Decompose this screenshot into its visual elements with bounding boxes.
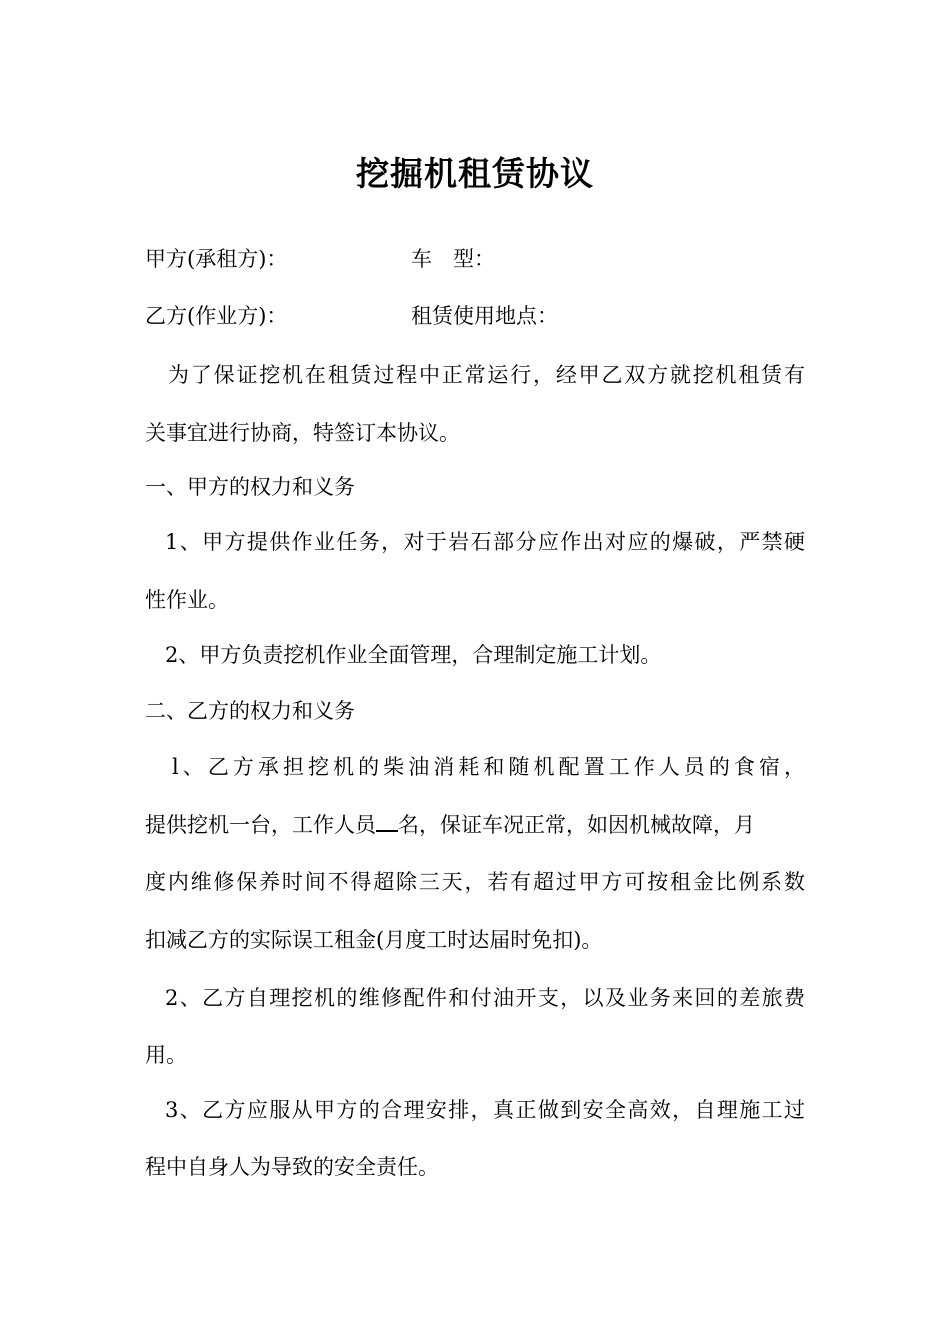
location-label: 租赁使用地点：: [411, 304, 558, 328]
intro-paragraph-line: 为了保证挖机在租赁过程中正常运行，经甲乙双方就挖机租赁有: [168, 363, 805, 387]
section-heading-party-b: 二、乙方的权力和义务: [145, 699, 355, 723]
clause-line: 扣减乙方的实际误工租金(月度工时达届时免扣)。: [145, 928, 603, 952]
clause-line: 2、乙方自理挖机的维修配件和付油开支，以及业务来回的差旅费: [165, 986, 805, 1010]
worker-count-blank[interactable]: [376, 812, 398, 832]
clause-line: 1、甲方提供作业任务，对于岩石部分应作出对应的爆破，严禁硬: [165, 530, 805, 554]
clause-line: 程中自身人为导致的安全责任。: [145, 1155, 439, 1179]
clause-text: 提供挖机一台，工作人员: [145, 813, 376, 837]
clause-line: 性作业。: [145, 588, 229, 612]
clause-text: 名，保证车况正常，如因机械故障，月: [398, 813, 755, 837]
vehicle-type-label: 车 型：: [411, 247, 495, 271]
clause-line: 3、乙方应服从甲方的合理安排，真正做到安全高效，自理施工过: [165, 1098, 805, 1122]
clause-line: l、乙方承担挖机的柴油消耗和随机配置工作人员的食宿，: [172, 755, 805, 779]
intro-paragraph-line: 关事宜进行协商，特签订本协议。: [145, 421, 460, 445]
section-heading-party-a: 一、甲方的权力和义务: [145, 475, 355, 499]
clause-line-with-blank: [145, 810, 815, 840]
clause-line: 度内维修保养时间不得超除三天，若有超过甲方可按租金比例系数: [145, 870, 805, 894]
document-title: 挖掘机租赁协议: [356, 154, 594, 193]
clause-line: 用。: [145, 1043, 187, 1067]
clause-line: 2、甲方负责挖机作业全面管理，合理制定施工计划。: [165, 643, 662, 667]
party-b-label: 乙方(作业方)：: [145, 304, 288, 328]
party-a-label: 甲方(承租方)：: [145, 247, 288, 271]
